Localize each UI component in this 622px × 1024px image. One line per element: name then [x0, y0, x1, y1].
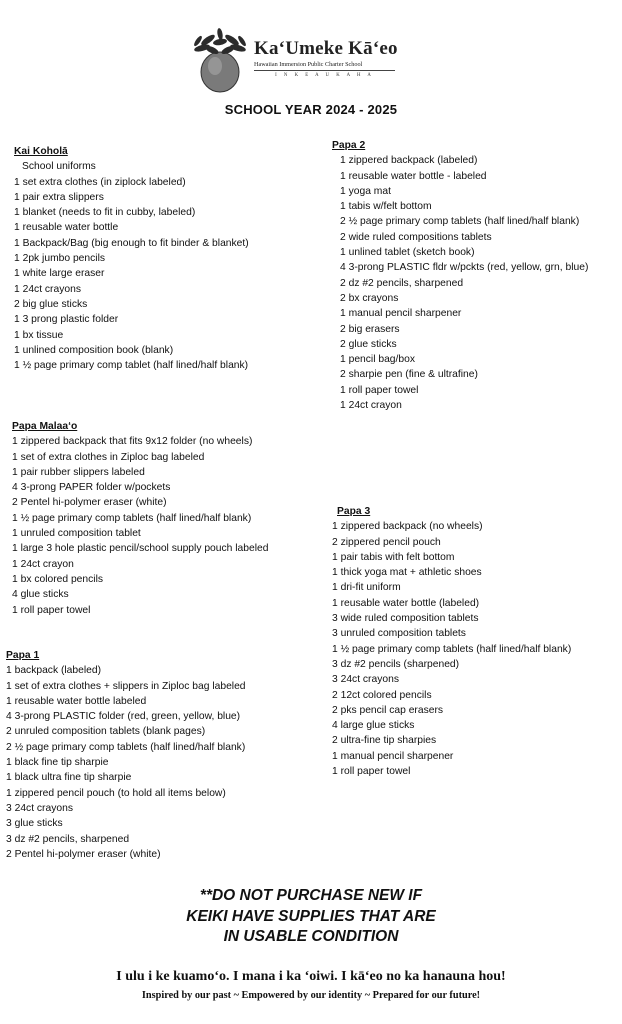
list-item: 1 24ct crayon: [12, 558, 74, 570]
list-item: 2 Pentel hi-polymer eraser (white): [6, 848, 161, 860]
list-item: 1 white large eraser: [14, 268, 105, 280]
list-item: 1 bx tissue: [14, 329, 64, 341]
list-item: 1 24ct crayons: [14, 283, 81, 295]
list-item: 3 24ct crayons: [332, 674, 399, 686]
section-title: Papa 1: [6, 650, 40, 661]
list-item: 3 dz #2 pencils (sharpened): [332, 658, 460, 670]
section-title: Kai Koholā: [14, 146, 68, 157]
list-item: 2 glue sticks: [340, 338, 397, 350]
list-item: 1 set extra clothes (in ziplock labeled): [14, 176, 186, 188]
list-item: 1 backpack (labeled): [6, 665, 102, 677]
list-item: 1 2pk jumbo pencils: [14, 253, 106, 265]
list-item: 1 dri-fit uniform: [332, 582, 401, 594]
list-item: 4 large glue sticks: [332, 720, 415, 732]
list-item: 4 3-prong PAPER folder w/pockets: [12, 482, 171, 494]
logo-divider: [254, 70, 395, 71]
list-item: 2 ½ page primary comp tablets (half lined/half blank): [340, 216, 580, 228]
list-item: 4 3-prong PLASTIC folder (red, green, yellow, blue): [6, 711, 241, 723]
school-subtitle: Hawaiian Immersion Public Charter School: [254, 61, 363, 68]
list-item: 1 large 3 hole plastic pencil/school supply pouch labeled: [12, 543, 269, 555]
list-item: 1 pencil bag/box: [340, 354, 415, 366]
list-item: 1 set of extra clothes in Ziploc bag labeled: [12, 451, 205, 463]
list-item: 1 unruled composition tablet: [12, 528, 141, 540]
list-item: 2 ½ page primary comp tablets (half lined/half blank): [6, 741, 246, 753]
section-kai-kohola: [14, 144, 249, 373]
purchase-notice: [0, 886, 622, 948]
list-item: 3 dz #2 pencils, sharpened: [6, 833, 130, 845]
list-item: 1 ½ page primary comp tablets (half lined/half blank): [332, 643, 572, 655]
list-item: 2 Pentel hi-polymer eraser (white): [12, 497, 167, 509]
list-item: 2 zippered pencil pouch: [332, 536, 441, 548]
footer-motto: I ulu i ke kuamo‘o. I mana i ka ‘oiwi. I kā‘eo no ka hanauna hou!: [116, 969, 506, 984]
school-logo: [192, 28, 402, 98]
list-item: 1 24ct crayon: [340, 400, 402, 412]
section-title: Papa Malaa‘o: [12, 421, 78, 432]
umeke-bowl-with-leaves-icon: [192, 28, 250, 94]
list-item: 2 dz #2 pencils, sharpened: [340, 277, 464, 289]
list-item: 3 24ct crayons: [6, 802, 73, 814]
list-item: 1 roll paper towel: [340, 384, 419, 396]
list-item: 1 tabis w/felt bottom: [340, 201, 432, 213]
list-item: 2 big glue sticks: [14, 298, 88, 310]
list-item: 1 reusable water bottle: [14, 222, 119, 234]
list-item: 1 yoga mat: [340, 185, 391, 197]
school-name: Ka‘Umeke Kā‘eo: [254, 38, 398, 59]
footer-tagline: Inspired by our past ~ Empowered by our identity ~ Prepared for our future!: [141, 990, 481, 1001]
list-item: 1 black ultra fine tip sharpie: [6, 772, 132, 784]
list-item: 1 roll paper towel: [332, 766, 411, 778]
list-item: 3 unruled composition tablets: [332, 628, 466, 640]
list-item: 2 big erasers: [340, 323, 400, 335]
list-item: 1 unlined composition book (blank): [14, 344, 174, 356]
list-item: 4 glue sticks: [12, 589, 69, 601]
list-item: 2 pks pencil cap erasers: [332, 704, 444, 716]
list-item: 2 bx crayons: [340, 292, 399, 304]
list-item: 2 sharpie pen (fine & ultrafine): [340, 369, 478, 381]
section-title: Papa 3: [337, 506, 371, 517]
list-item: 1 3 prong plastic folder: [14, 314, 119, 326]
list-item: 1 reusable water bottle labeled: [6, 695, 147, 707]
section-papa-1: [6, 648, 246, 862]
school-location: I N K E A U K A H A: [275, 73, 374, 78]
list-item: 2 wide ruled compositions tablets: [340, 231, 492, 243]
section-papa-malaao: [12, 419, 268, 618]
list-item: 1 thick yoga mat + athletic shoes: [332, 567, 482, 579]
list-item: 1 pair tabis with felt bottom: [332, 551, 455, 563]
list-item: 1 pair rubber slippers labeled: [12, 466, 145, 478]
notice-line: KEIKI HAVE SUPPLIES THAT ARE: [186, 907, 436, 925]
section-papa-3: [332, 504, 571, 779]
list-item: 1 zippered backpack (labeled): [340, 155, 478, 167]
list-item: 3 wide ruled composition tablets: [332, 613, 479, 625]
list-item: 1 set of extra clothes + slippers in Ziploc bag labeled: [6, 680, 246, 692]
list-item: 1 manual pencil sharpener: [332, 750, 454, 762]
list-item: 1 zippered pencil pouch (to hold all items below): [6, 787, 226, 799]
list-item: 1 reusable water bottle - labeled: [340, 170, 487, 182]
list-item: 1 blanket (needs to fit in cubby, labeled): [14, 207, 196, 219]
list-item: 1 manual pencil sharpener: [340, 308, 462, 320]
list-item: 1 ½ page primary comp tablets (half lined/half blank): [12, 512, 252, 524]
list-item: 1 unlined tablet (sketch book): [340, 247, 475, 259]
list-item: 2 unruled composition tablets (blank pages): [6, 726, 206, 738]
notice-line: **DO NOT PURCHASE NEW IF: [199, 887, 423, 904]
page-title: SCHOOL YEAR 2024 - 2025: [224, 102, 398, 117]
list-item: 1 zippered backpack that fits 9x12 folder (no wheels): [12, 436, 253, 448]
list-item: 1 pair extra slippers: [14, 191, 104, 203]
list-item: 2 12ct colored pencils: [332, 689, 432, 701]
list-item: 1 reusable water bottle (labeled): [332, 597, 480, 609]
section-papa-2: [332, 138, 588, 413]
list-item: School uniforms: [22, 161, 96, 173]
section-title: Papa 2: [332, 140, 366, 151]
list-item: 1 zippered backpack (no wheels): [332, 521, 483, 533]
list-item: 1 roll paper towel: [12, 604, 91, 616]
list-item: 2 ultra-fine tip sharpies: [332, 735, 437, 747]
list-item: 1 bx colored pencils: [12, 573, 104, 585]
list-item: 4 3-prong PLASTIC fldr w/pckts (red, yellow, grn, blue): [340, 262, 589, 274]
list-item: 3 glue sticks: [6, 818, 63, 830]
list-item: 1 black fine tip sharpie: [6, 757, 109, 769]
list-item: 1 ½ page primary comp tablet (half lined/half blank): [14, 360, 249, 372]
notice-line: IN USABLE CONDITION: [223, 928, 399, 945]
list-item: 1 Backpack/Bag (big enough to fit binder & blanket): [14, 237, 249, 249]
